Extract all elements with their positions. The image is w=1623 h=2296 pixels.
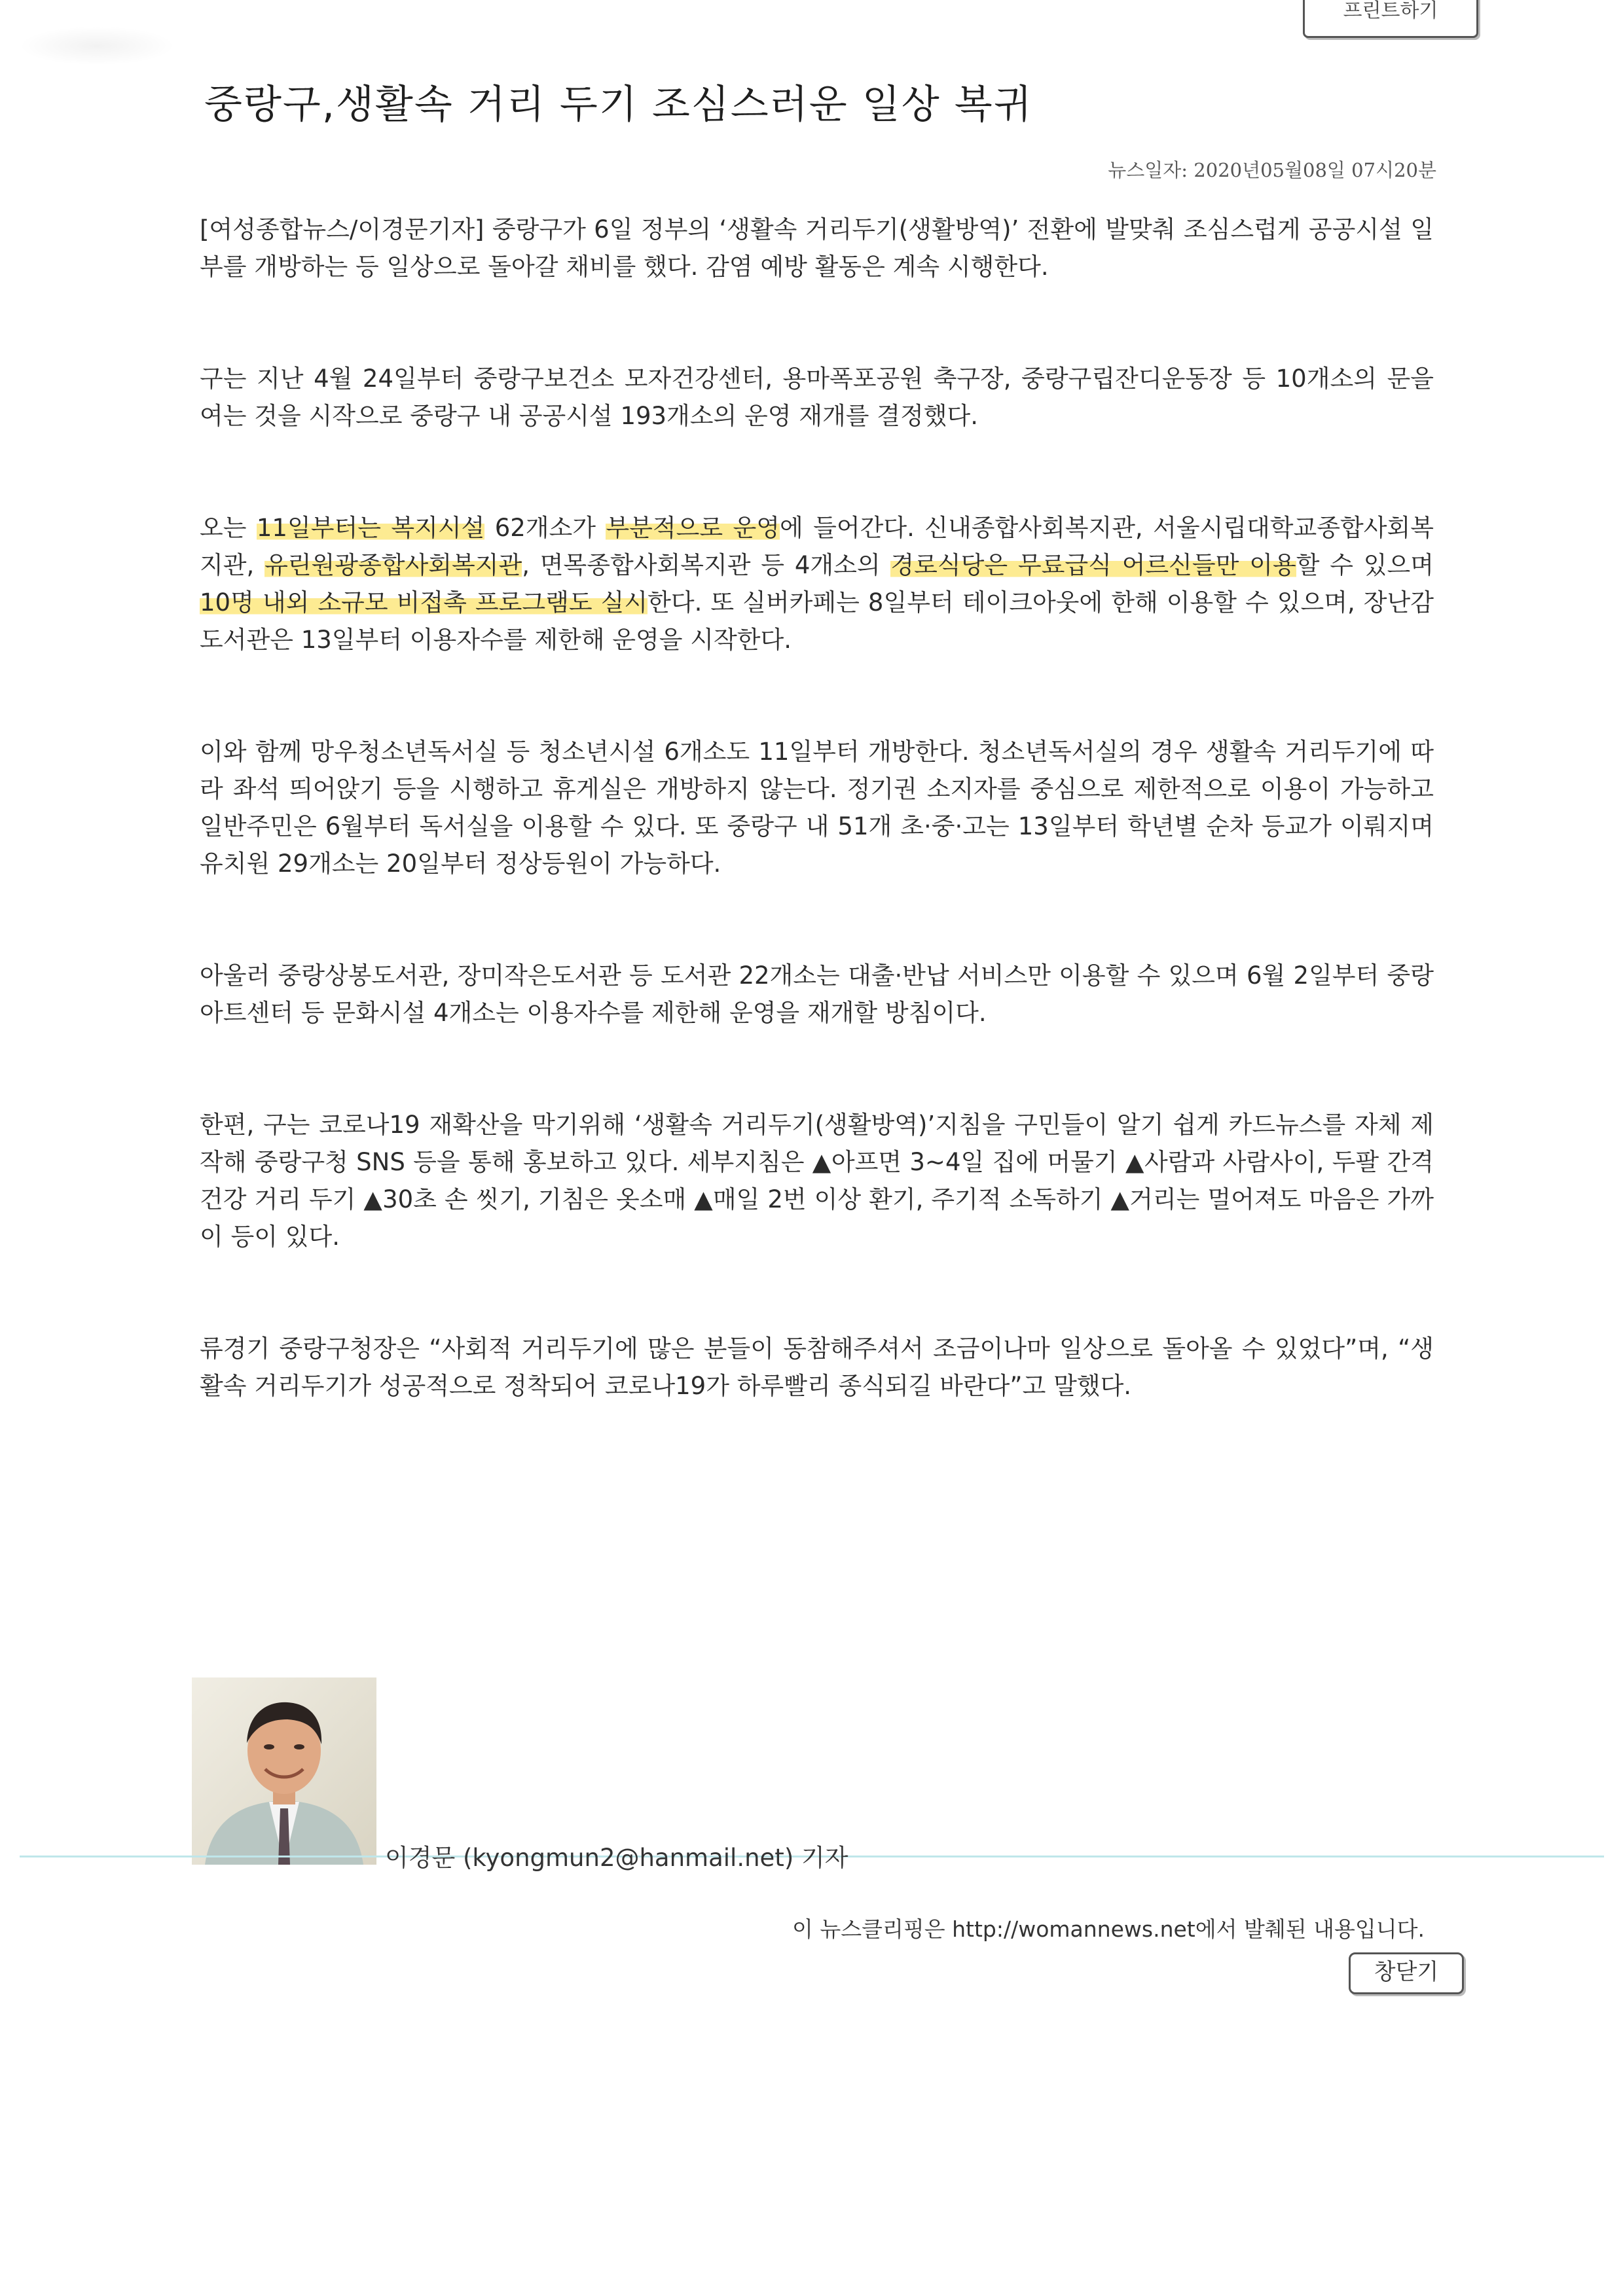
paragraph-5: 아울러 중랑상봉도서관, 장미작은도서관 등 도서관 22개소는 대출·반납 서비스만 이용할 수 있으며 6월 2일부터 중랑아트센터 등 문화시설 4개소는 이용자수를 제한해 운영을 재개할 방침이다. [200,961,1434,1027]
reporter-photo [192,1677,376,1865]
paragraph-1: [여성종합뉴스/이경문기자] 중랑구가 6일 정부의 ‘생활속 거리두기(생활방역)’ 전환에 발맞춰 조심스럽게 공공시설 일부를 개방하는 등 일상으로 돌아갈 채비를 했다. 감염 예방 활동은 계속 시행한다. [200,215,1434,281]
text-segment: , 면목종합사회복지관 등 4개소의 [522,551,891,579]
paragraph-2: 구는 지난 4월 24일부터 중랑구보건소 모자건강센터, 용마폭포공원 축구장, 중랑구립잔디운동장 등 10개소의 문을 여는 것을 시작으로 중랑구 내 공공시설 193개소의 운영 재개를 결정했다. [200,365,1434,430]
text-segment: 62개소가 [484,514,606,542]
paragraph-6: 한편, 구는 코로나19 재확산을 막기위해 ‘생활속 거리두기(생활방역)’지침을 구민들이 알기 쉽게 카드뉴스를 자체 제작해 중랑구청 SNS 등을 통해 홍보하고 있다. 세부지침은 ▲아프면 3~4일 집에 머물기 ▲사람과 사람사이, 두팔 간격 건강 거리 두기 ▲30초 손 씻기, 기침은 옷소매 ▲매일 2번 이상 환기, 주기적 소독하기 ▲거리는 멀어져도 마음은 가까이 등이 있다. [200,1111,1434,1251]
highlighted-text: 부분적으로 운영 [606,514,780,542]
paragraph-4: 이와 함께 망우청소년독서실 등 청소년시설 6개소도 11일부터 개방한다. 청소년독서실의 경우 생활속 거리두기에 따라 좌석 띄어앉기 등을 시행하고 휴게실은 개방하지 않는다. 정기권 소지자를 중심으로 제한적으로 이용이 가능하고 일반주민은 6월부터 독서실을 이용할 수 있다. 또 중랑구 내 51개 초·중·고는 13일부터 학년별 순차 등교가 이뤄지며 유치원 29개소는 20일부터 정상등원이 가능하다. [200,738,1434,878]
highlighted-text: 11일부터는 복지시설 [256,514,485,542]
paragraph-7: 류경기 중랑구청장은 “사회적 거리두기에 많은 분들이 동참해주셔서 조금이나마 일상으로 돌아올 수 있었다”며, “생활속 거리두기가 성공적으로 정착되어 코로나19가 하루빨리 종식되길 바란다”고 말했다. [200,1335,1434,1400]
scan-smudge [18,26,175,65]
highlighted-text: 10명 내외 소규모 비접촉 프로그램도 실시 [200,588,648,617]
highlighted-text: 경로식당은 무료급식 어르신들만 이용 [890,551,1296,579]
article-title: 중랑구,생활속 거리 두기 조심스러운 일상 복귀 [204,82,1033,128]
print-button[interactable]: 프린트하기 [1303,0,1478,38]
clipping-source-note: 이 뉴스클리핑은 http://womannews.net에서 발췌된 내용입니다. [792,1916,1425,1942]
text-segment: 한다. 또 실버카페는 8일부터 테이크아웃에 한해 이용할 수 있으며, 장난감도서관은 13일부터 이용자수를 제한해 운영을 시작한다. [200,588,1434,654]
text-segment: 에 들어간다. 신내종합사회복지관, 서울시립대학교종합사회복지관, [200,514,1434,579]
article-body [200,211,1434,1405]
reporter-byline: 이경문 (kyongmun2@hanmail.net) 기자 [385,1844,848,1872]
close-window-button[interactable]: 창닫기 [1349,1952,1464,1994]
reporter-portrait-image [192,1677,376,1865]
text-segment: 오는 [200,514,257,542]
highlighted-text: 유린원광종합사회복지관 [264,551,522,579]
paragraph-3 [200,509,1434,658]
text-segment: 할 수 있으며 [1296,551,1434,579]
news-date: 뉴스일자: 2020년05월08일 07시20분 [1108,159,1436,181]
